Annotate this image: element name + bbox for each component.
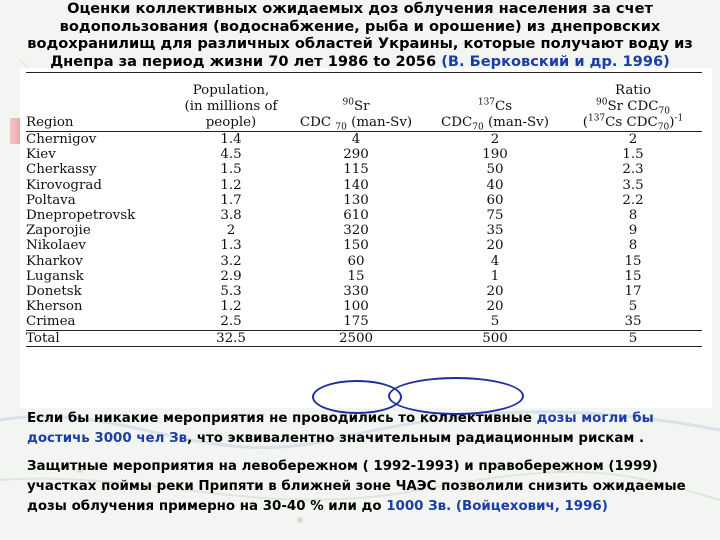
header-sr-cdc: [286, 73, 426, 132]
note1-text: Если бы никакие мероприятия не проводились то коллективные: [27, 411, 537, 426]
header-cs-sub: 70: [472, 122, 484, 133]
header-population: [176, 73, 286, 132]
header-ratio-sr-sub: 70: [658, 106, 670, 117]
cell-population: 4.5: [220, 147, 242, 163]
cell-cs: 75: [486, 208, 504, 224]
table-header-row: [26, 73, 702, 132]
cell-ratio: 15: [624, 268, 642, 284]
cell-ratio: 1.5: [622, 147, 644, 163]
cell-population: 3.2: [220, 253, 242, 269]
header-ratio-cs: Cs CDC: [605, 115, 658, 130]
cell-ratio: 5: [628, 299, 638, 315]
cell-ratio: 2: [628, 132, 638, 147]
cell-region: Crimea: [26, 314, 76, 330]
table-row: [26, 147, 702, 162]
note2-dose-highlight: 1000 Зв.: [386, 499, 452, 514]
table-row: [26, 299, 702, 314]
header-ratio-label: Ratio: [614, 83, 652, 98]
table-row: [26, 162, 702, 177]
cell-sr: 4: [351, 132, 361, 147]
header-ratio-exp: -1: [674, 113, 684, 124]
total-cs: 500: [426, 330, 564, 346]
header-ratio-cs-sup: 137: [587, 113, 606, 124]
cell-sr: 130: [343, 192, 369, 208]
cell-region: Kharkov: [26, 253, 83, 269]
cell-ratio: 8: [628, 238, 638, 254]
note2-citation: (Войцехович, 1996): [455, 499, 608, 514]
table-row: [26, 132, 702, 148]
note1-highlight: дозы могли бы достичь 3000 чел Зв: [27, 411, 654, 446]
cell-region: Dnepropetrovsk: [26, 208, 136, 224]
cell-population: 1.7: [220, 192, 242, 208]
cell-ratio: 17: [624, 284, 642, 300]
cell-cs: 20: [486, 284, 504, 300]
header-cs-sup: 137: [477, 97, 496, 108]
table-row: [26, 238, 702, 253]
cell-ratio: 2.3: [622, 162, 644, 178]
cell-cs: 40: [486, 177, 504, 193]
header-sr-unit: (man-Sv): [351, 115, 413, 130]
title-line-2: водопользования (водоснабжение, рыба и орошение) из днепровских: [59, 17, 661, 35]
cell-population: 1.5: [220, 162, 242, 178]
table-total-row: [26, 330, 702, 346]
slide-title: [0, 0, 720, 70]
cell-population: 3.8: [220, 208, 242, 224]
note-collective-dose: [27, 409, 717, 449]
cell-cs: 1: [490, 268, 500, 284]
header-cs-cdc: [426, 73, 564, 132]
header-region: Region: [26, 73, 176, 132]
cell-region: Chernigov: [26, 132, 97, 147]
header-ratio-sr: Sr CDC: [607, 99, 659, 114]
cell-region: Kherson: [26, 299, 83, 315]
cell-cs: 60: [486, 192, 504, 208]
cell-ratio: 8: [628, 208, 638, 224]
total-label: Total: [26, 330, 176, 346]
cell-cs: 20: [486, 238, 504, 254]
cell-cs: 190: [482, 147, 508, 163]
cell-sr: 610: [343, 208, 369, 224]
table-row: [26, 223, 702, 238]
header-pop-line-3: people): [205, 115, 257, 130]
total-population: 32.5: [176, 330, 286, 346]
header-sr-element: Sr: [353, 99, 370, 114]
cell-population: 2.5: [220, 314, 242, 330]
header-cs-unit: (man-Sv): [487, 115, 549, 130]
note2-text: Защитные мероприятия на левобережном ( 1992-1993) и правобережном (1999) участках поймы реки Припяти в ближней зоне ЧАЭС позволили снизить ожидаемые дозы облучения примерно на 30-40 % или до: [27, 459, 686, 514]
cell-region: Cherkassy: [26, 162, 97, 178]
cell-region: Zaporojie: [26, 223, 91, 239]
cell-region: Donetsk: [26, 284, 82, 300]
cell-sr: 60: [347, 253, 365, 269]
header-ratio-close: ): [669, 115, 675, 130]
cell-population: 1.4: [220, 132, 242, 147]
cell-population: 2.9: [220, 268, 242, 284]
cell-region: Lugansk: [26, 268, 84, 284]
cell-sr: 15: [347, 268, 365, 284]
cell-cs: 20: [486, 299, 504, 315]
cell-cs: 35: [486, 223, 504, 239]
note1-text-end: , что эквивалентно значительным радиационным рискам .: [187, 431, 645, 446]
cell-sr: 100: [343, 299, 369, 315]
title-line-1: Оценки коллективных ожидаемых доз облучения населения за счет: [67, 0, 653, 17]
cell-population: 5.3: [220, 284, 242, 300]
header-ratio: [564, 73, 702, 132]
cell-ratio: 35: [624, 314, 642, 330]
cell-population: 1.2: [220, 177, 242, 193]
cell-region: Kirovograd: [26, 177, 102, 193]
table-row: [26, 284, 702, 299]
cell-sr: 150: [343, 238, 369, 254]
highlight-oval-cs-total: [388, 377, 524, 415]
title-line-3: водохранилищ для различных областей Украины, которые получают воду из: [27, 35, 693, 52]
cell-ratio: 15: [624, 253, 642, 269]
dose-table-panel: [20, 68, 712, 408]
header-pop-line-1: Population,: [192, 83, 270, 98]
cell-ratio: 2.2: [622, 192, 644, 208]
table-row: [26, 269, 702, 284]
cell-sr: 330: [343, 284, 369, 300]
table-row: [26, 314, 702, 330]
dose-table: [26, 72, 702, 347]
cell-sr: 115: [343, 162, 369, 178]
cell-region: Kiev: [26, 147, 56, 163]
table-row: [26, 254, 702, 269]
header-sr-cdc-label: CDC: [299, 115, 332, 130]
title-period: Днепра за период жизни 70 лет 1986 to 2056: [50, 52, 437, 70]
cell-cs: 5: [490, 314, 500, 330]
header-sr-sub: 70: [335, 122, 347, 133]
table-row: [26, 208, 702, 223]
note-protective-measures: [27, 457, 717, 517]
table-row: [26, 193, 702, 208]
cell-cs: 50: [486, 162, 504, 178]
header-sr-sup: 90: [342, 97, 354, 108]
cell-sr: 175: [343, 314, 369, 330]
cell-population: 1.2: [220, 299, 242, 315]
title-citation: (В. Берковский и др. 1996): [441, 52, 670, 70]
total-sr: 2500: [286, 330, 426, 346]
header-ratio-sr-sup: 90: [596, 97, 608, 108]
cell-cs: 4: [490, 253, 500, 269]
header-cs-element: Cs: [495, 99, 513, 114]
header-cs-cdc-label: CDC: [441, 115, 473, 130]
cell-population: 2: [226, 223, 236, 239]
table-row: [26, 178, 702, 193]
cell-ratio: 9: [628, 223, 638, 239]
cell-cs: 2: [490, 132, 500, 147]
cell-region: Nikolaev: [26, 238, 86, 254]
header-ratio-open: (: [582, 115, 588, 130]
title-line-4: [0, 53, 720, 71]
cell-population: 1.3: [220, 238, 242, 254]
header-pop-line-2: (in millions of: [184, 99, 278, 114]
cell-sr: 140: [343, 177, 369, 193]
total-ratio: 5: [564, 330, 702, 346]
cell-ratio: 3.5: [622, 177, 644, 193]
header-ratio-cs-sub: 70: [657, 122, 670, 133]
cell-region: Poltava: [26, 192, 76, 208]
cell-sr: 320: [343, 223, 369, 239]
cell-sr: 290: [343, 147, 369, 163]
